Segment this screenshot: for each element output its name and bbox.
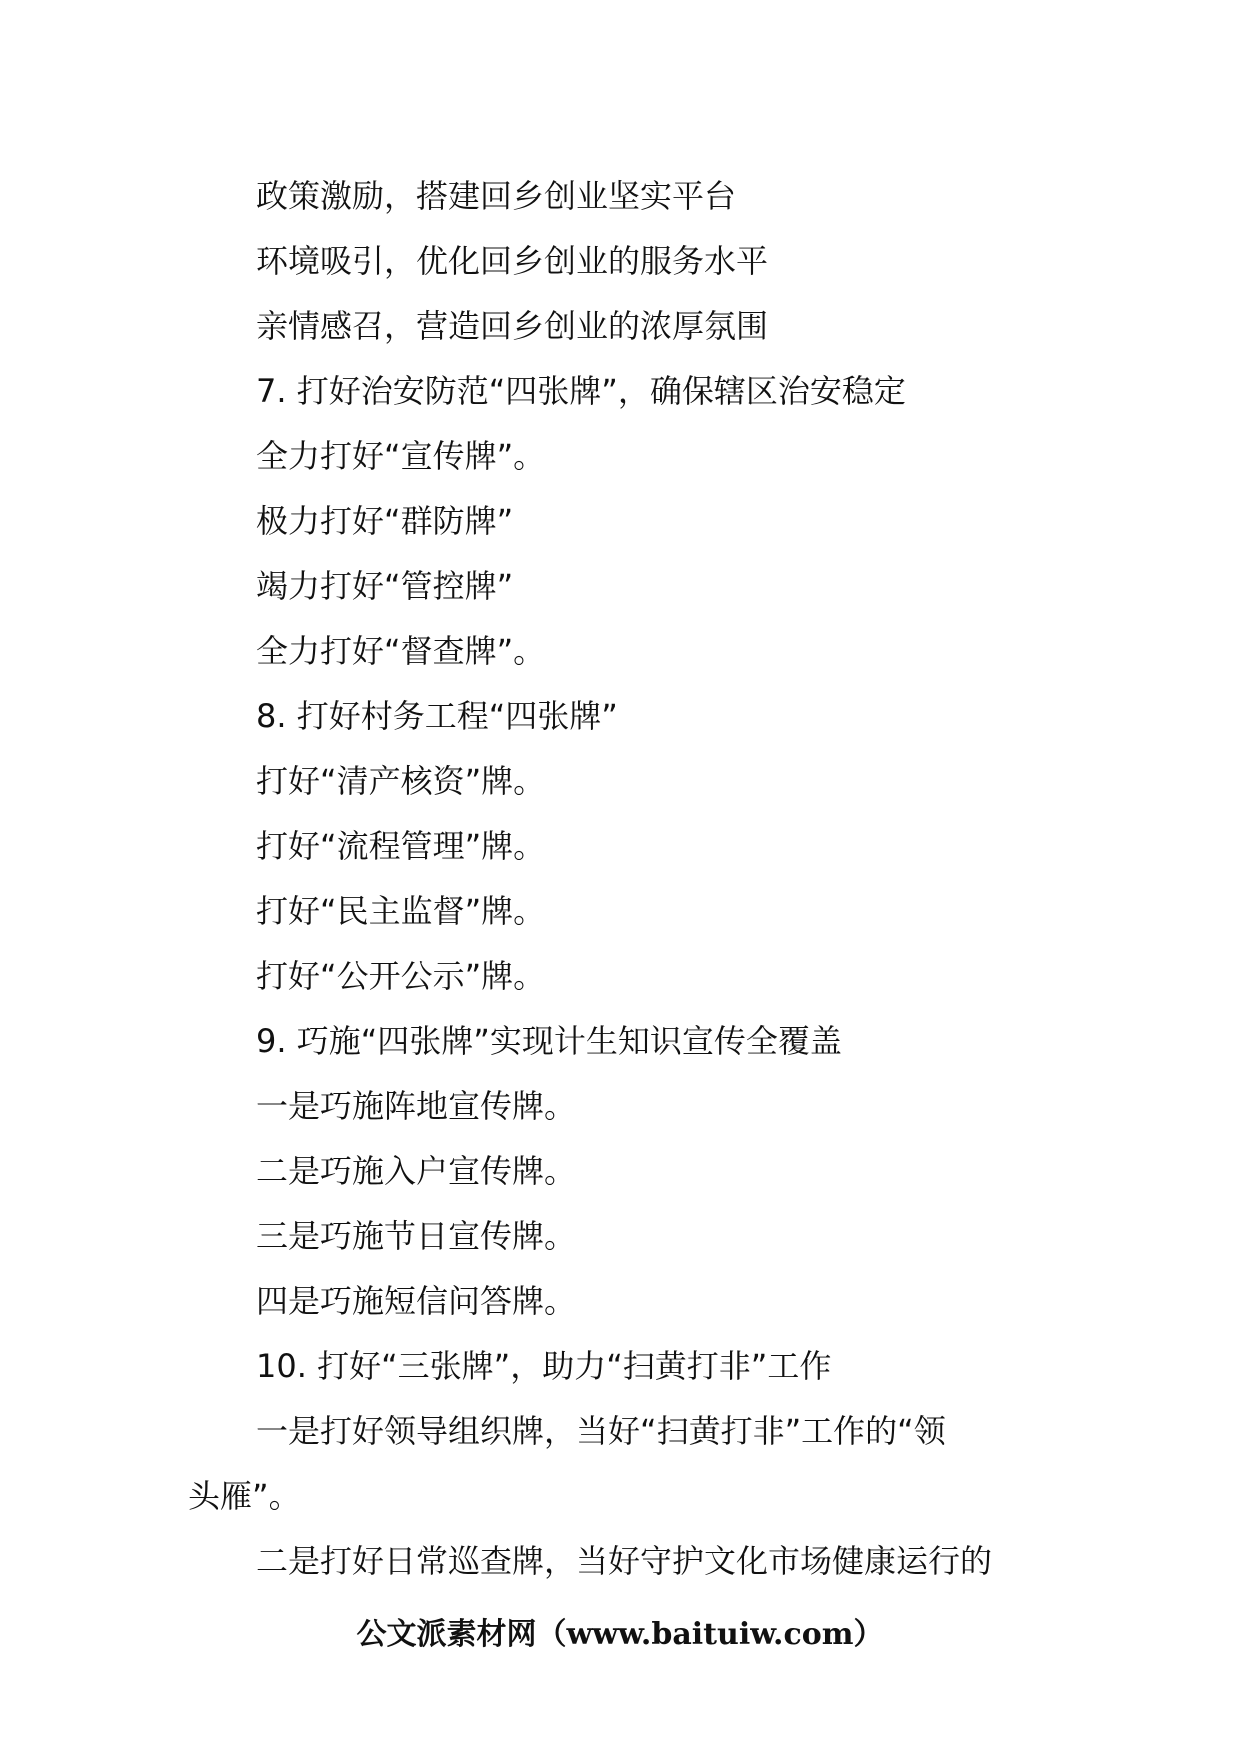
document-body xyxy=(188,164,1058,1594)
section-heading: 7. 打好治安防范“四张牌”，确保辖区治安稳定 xyxy=(256,372,906,410)
paragraph-line: 极力打好“群防牌” xyxy=(256,502,514,540)
paragraph-line: 打好“流程管理”牌。 xyxy=(256,827,546,865)
paragraph-line: 打好“清产核资”牌。 xyxy=(256,762,546,800)
paragraph-line: 环境吸引，优化回乡创业的服务水平 xyxy=(256,242,769,280)
section-heading: 9. 巧施“四张牌”实现计生知识宣传全覆盖 xyxy=(256,1022,842,1060)
paragraph-line: 二是打好日常巡查牌，当好守护文化市场健康运行的 xyxy=(256,1542,993,1580)
paragraph-line-continuation: 头雁”。 xyxy=(188,1477,301,1515)
paragraph-line: 政策激励，搭建回乡创业坚实平台 xyxy=(256,177,737,215)
paragraph-line: 竭力打好“管控牌” xyxy=(256,567,514,605)
paragraph-line: 四是巧施短信问答牌。 xyxy=(256,1282,577,1320)
paragraph-line: 全力打好“宣传牌”。 xyxy=(256,437,546,475)
paragraph-line: 亲情感召，营造回乡创业的浓厚氛围 xyxy=(256,307,769,345)
page-footer: 公文派素材网（www.baituiw.com） xyxy=(356,1617,884,1652)
paragraph-line: 打好“民主监督”牌。 xyxy=(256,892,546,930)
paragraph-line: 二是巧施入户宣传牌。 xyxy=(256,1152,577,1190)
paragraph-line: 三是巧施节日宣传牌。 xyxy=(256,1217,577,1255)
section-heading: 10. 打好“三张牌”，助力“扫黄打非”工作 xyxy=(256,1347,832,1385)
paragraph-line: 一是巧施阵地宣传牌。 xyxy=(256,1087,577,1125)
paragraph-line: 打好“公开公示”牌。 xyxy=(256,957,546,995)
paragraph-line: 一是打好领导组织牌，当好“扫黄打非”工作的“领 xyxy=(256,1412,946,1450)
section-heading: 8. 打好村务工程“四张牌” xyxy=(256,697,618,735)
paragraph-line: 全力打好“督查牌”。 xyxy=(256,632,546,670)
